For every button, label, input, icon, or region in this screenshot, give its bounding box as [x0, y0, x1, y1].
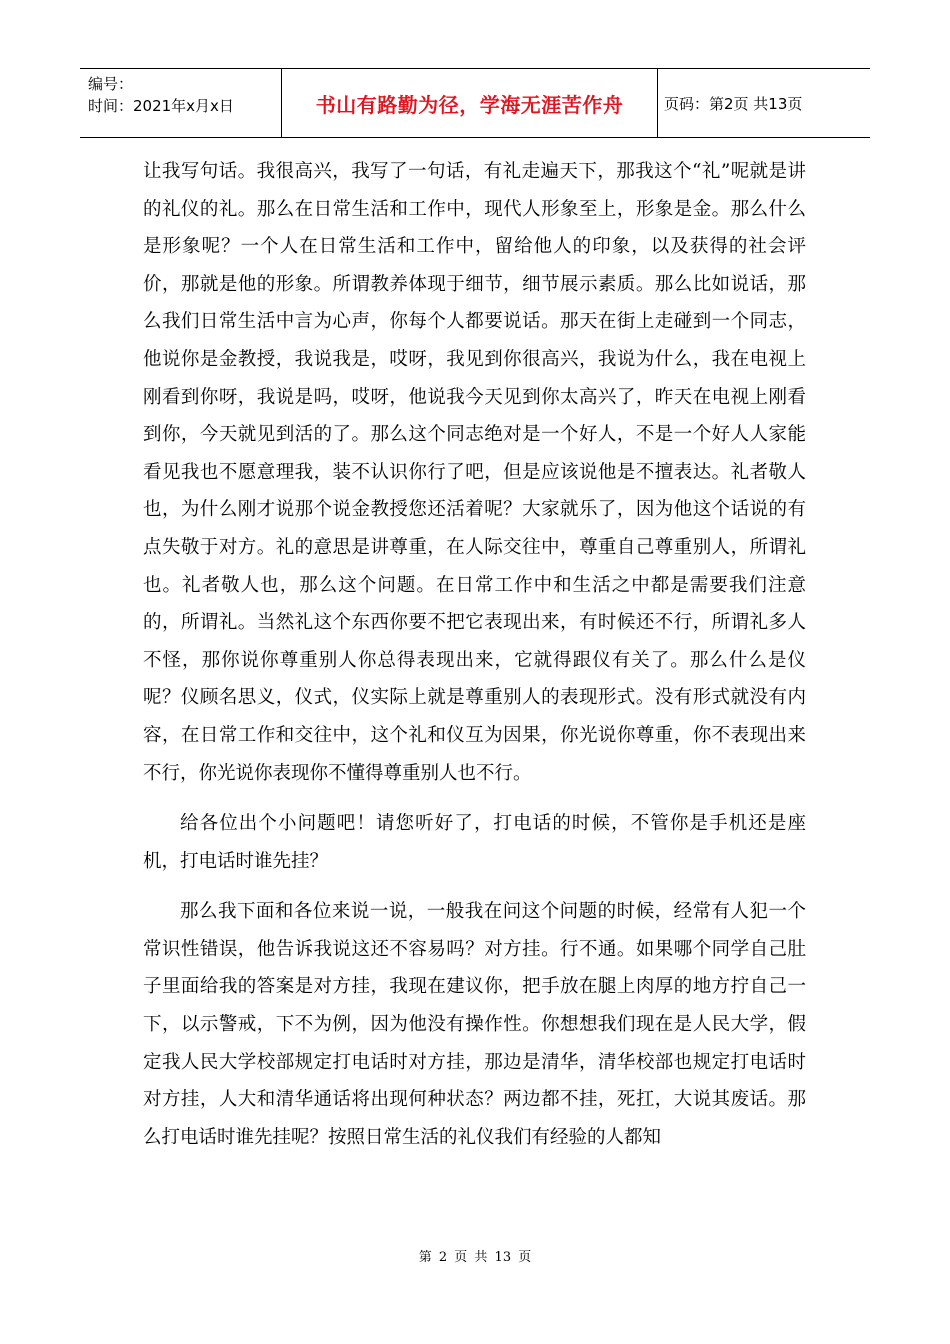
- document-body: [143, 153, 806, 1156]
- paragraph-2: 给各位出个小问题吧！请您听好了，打电话的时候，不管你是手机还是座机，打电话时谁先挂？: [143, 813, 806, 872]
- page-code: 页码：第2页 共13页: [664, 94, 803, 113]
- header-motto-cell: [282, 69, 658, 137]
- header-page-cell: [658, 69, 870, 137]
- footer-page-number: 第 2 页 共 13 页: [418, 1250, 532, 1265]
- header-meta-cell: [80, 69, 282, 137]
- number-label: 编号：: [88, 75, 134, 93]
- motto-text: 书山有路勤为径，学海无涯苦作舟: [315, 92, 624, 117]
- document-header: [80, 68, 870, 138]
- paragraph-3: 那么我下面和各位来说一说，一般我在问这个问题的时候，经常有人犯一个常识性错误，他告诉我说这还不容易吗？对方挂。行不通。如果哪个同学自己肚子里面给我的答案是对方挂，我现在建议你，把手放在腿上肉厚的地方拧自己一下，以示警戒，下不为例，因为他没有操作性。你想想我们现在是人民大学，假定我人民大学校部规定打电话时对方挂，那边是清华，清华校部也规定打电话时对方挂，人大和清华通话将出现何种状态？两边都不挂，死扛，大说其废话。那么打电话时谁先挂呢？按照日常生活的礼仪我们有经验的人都知: [143, 901, 806, 1148]
- time-label: 时间：2021年x月x日: [88, 97, 234, 115]
- page-footer: [0, 1246, 950, 1265]
- paragraph-1: 让我写句话。我很高兴，我写了一句话，有礼走遍天下，那我这个“礼”呢就是讲的礼仪的礼。那么在日常生活和工作中，现代人形象至上，形象是金。那么什么是形象呢？一个人在日常生活和工作中，留给他人的印象，以及获得的社会评价，那就是他的形象。所谓教养体现于细节，细节展示素质。那么比如说话，那么我们日常生活中言为心声，你每个人都要说话。那天在街上走碰到一个同志，他说你是金教授，我说我是，哎呀，我见到你很高兴，我说为什么，我在电视上刚看到你呀，我说是吗，哎呀，他说我今天见到你太高兴了，昨天在电视上刚看到你，今天就见到活的了。那么这个同志绝对是一个好人，不是一个好人人家能看见我也不愿意理我，装不认识你行了吧，但是应该说他是不擅表达。礼者敬人也，为什么刚才说那个说金教授您还活着呢？大家就乐了，因为他这个话说的有点失敬于对方。礼的意思是讲尊重，在人际交往中，尊重自己尊重别人，所谓礼也。礼者敬人也，那么这个问题。在日常工作中和生活之中都是需要我们注意的，所谓礼。当然礼这个东西你要不把它表现出来，有时候还不行，所谓礼多人不怪，那你说你尊重别人你总得表现出来，它就得跟仪有关了。那么什么是仪呢？仪顾名思义，仪式，仪实际上就是尊重别人的表现形式。没有形式就没有内容，在日常工作和交往中，这个礼和仪互为因果，你光说你尊重，你不表现出来不行，你光说你表现你不懂得尊重别人也不行。: [143, 161, 806, 784]
